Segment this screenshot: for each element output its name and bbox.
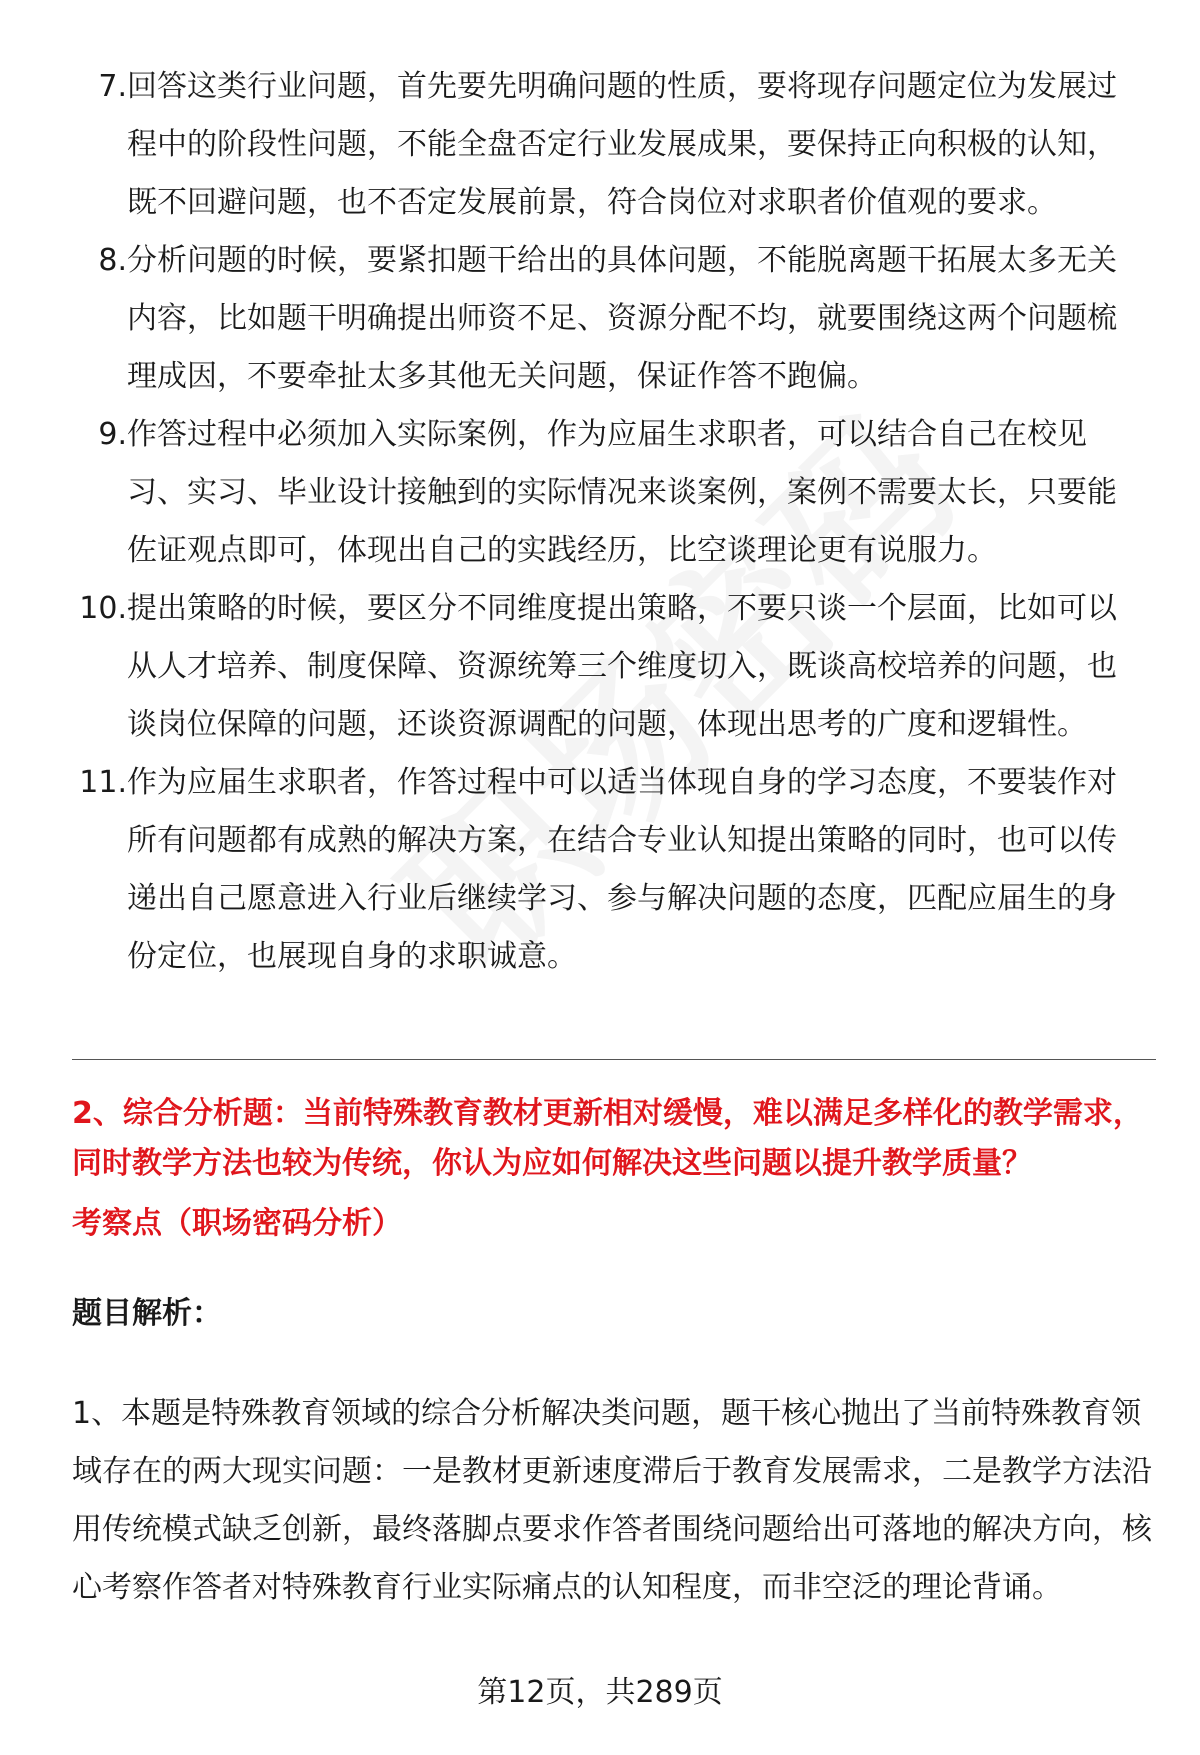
list-item: [0, 58, 1200, 232]
list-item-text: 作答过程中必须加入实际案例，作为应届生求职者，可以结合自己在校见习、实习、毕业设计接触到的实际情况来谈案例，案例不需要太长，只要能佐证观点即可，体现出自己的实践经历，比空谈理论更有说服力。: [127, 417, 1117, 568]
list-item-number: 9.: [98, 417, 127, 452]
page-number-footer: 第12页，共289页: [477, 1675, 723, 1710]
list-item-text: 回答这类行业问题，首先要先明确问题的性质，要将现存问题定位为发展过程中的阶段性问题，不能全盘否定行业发展成果，要保持正向积极的认知，既不回避问题，也不否定发展前景，符合岗位对求职者价值观的要求。: [127, 69, 1117, 220]
analysis-paragraph: 1、本题是特殊教育领域的综合分析解决类问题，题干核心抛出了当前特殊教育领域存在的两大现实问题：一是教材更新速度滞后于教育发展需求，二是教学方法沿用传统模式缺乏创新，最终落脚点要求作答者围绕问题给出可落地的解决方向，核心考察作答者对特殊教育行业实际痛点的认知程度，而非空泛的理论背诵。: [72, 1396, 1152, 1605]
analysis-subheading: 题目解析：: [72, 1296, 222, 1331]
list-item-number: 8.: [98, 243, 127, 278]
list-item-text: 作为应届生求职者，作答过程中可以适当体现自身的学习态度，不要装作对所有问题都有成熟的解决方案，在结合专业认知提出策略的同时，也可以传递出自己愿意进入行业后继续学习、参与解决问题的态度，匹配应届生的身份定位，也展现自身的求职诚意。: [127, 765, 1117, 974]
list-item-text: 分析问题的时候，要紧扣题干给出的具体问题，不能脱离题干拓展太多无关内容，比如题干明确提出师资不足、资源分配不均，就要围绕这两个问题梳理成因，不要牵扯太多其他无关问题，保证作答不跑偏。: [127, 243, 1117, 394]
list-item-text: 提出策略的时候，要区分不同维度提出策略，不要只谈一个层面，比如可以从人才培养、制度保障、资源统筹三个维度切入，既谈高校培养的问题，也谈岗位保障的问题，还谈资源调配的问题，体现出思考的广度和逻辑性。: [127, 591, 1117, 742]
section-divider: [72, 1059, 1156, 1060]
list-item: [0, 232, 1200, 406]
assessment-point-heading: 考察点（职场密码分析）: [72, 1206, 402, 1241]
list-item-number: 10.: [79, 591, 127, 626]
list-item: [0, 754, 1200, 986]
list-item: [0, 580, 1200, 754]
question-heading: 2、综合分析题：当前特殊教育教材更新相对缓慢，难以满足多样化的教学需求，同时教学方法也较为传统，你认为应如何解决这些问题以提升教学质量？: [72, 1096, 1143, 1181]
advice-list: [0, 58, 1200, 986]
list-item: [0, 406, 1200, 580]
list-item-number: 11.: [79, 765, 127, 800]
list-item-number: 7.: [98, 69, 127, 104]
